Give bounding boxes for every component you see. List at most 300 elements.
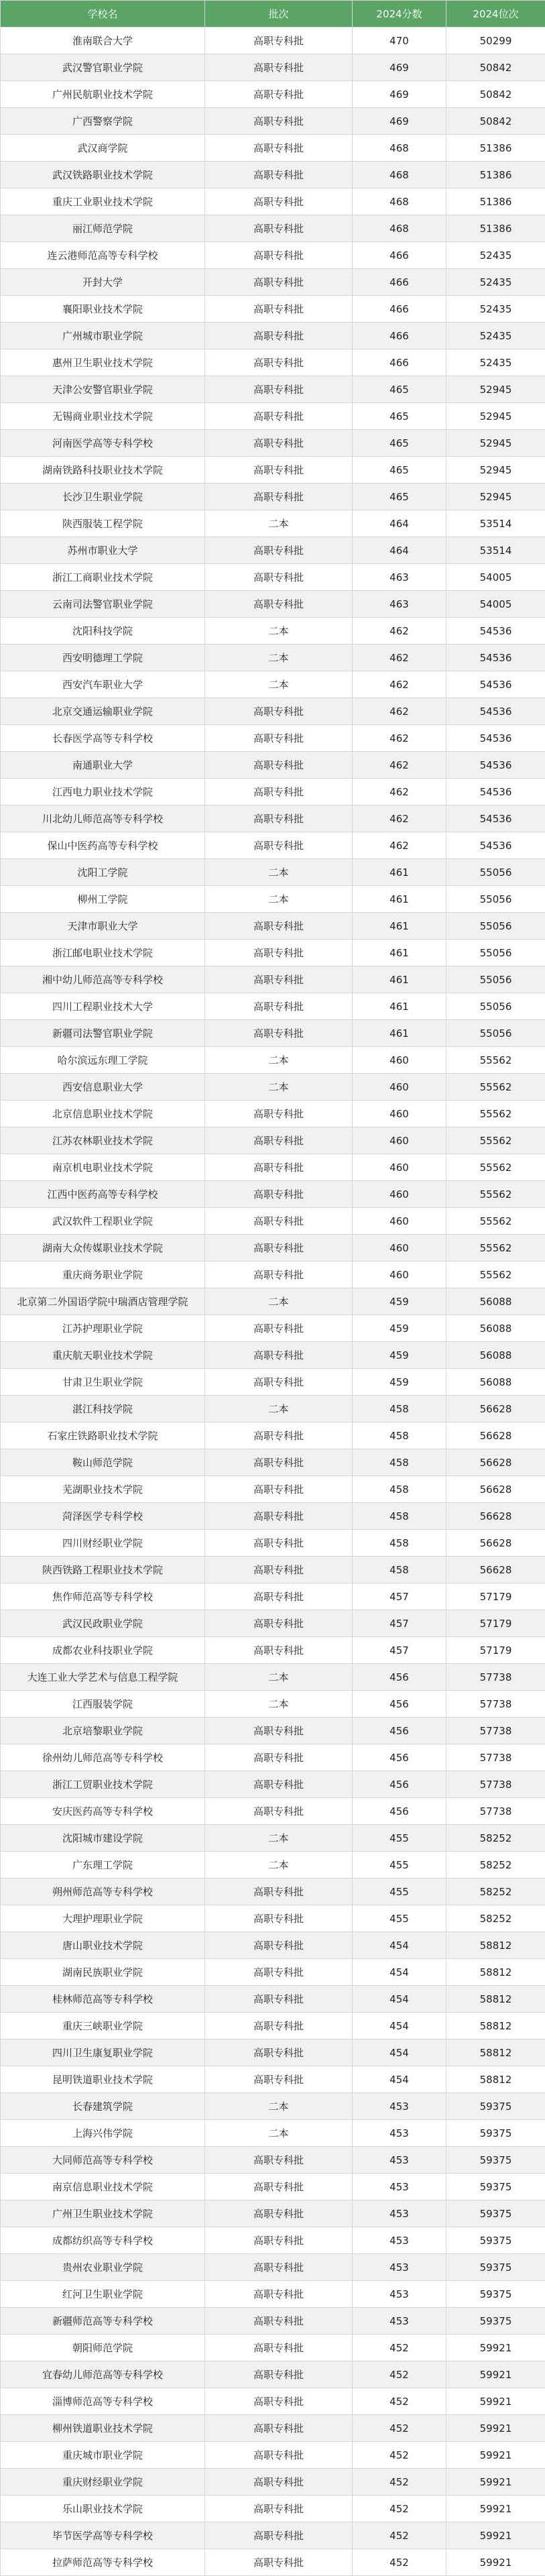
rank-cell: 59921 [446,2522,545,2549]
score-cell: 461 [353,966,446,993]
batch-cell: 高职专科批 [205,215,353,242]
score-cell: 452 [353,2442,446,2469]
table-row [1,2013,545,2039]
table-row [1,1235,545,1262]
table-row [1,2200,545,2227]
batch-cell: 高职专科批 [205,1235,353,1262]
batch-cell: 高职专科批 [205,2013,353,2039]
rank-cell: 54536 [446,671,545,698]
school-name-cell: 西安信息职业大学 [1,1074,205,1101]
rank-cell: 52435 [446,269,545,296]
batch-cell: 高职专科批 [205,376,353,403]
table-body [1,27,545,2576]
table-row [1,913,545,940]
table-row [1,645,545,671]
table-row [1,54,545,81]
school-name-cell: 云南司法警官职业学院 [1,591,205,618]
table-row [1,2147,545,2174]
batch-cell: 高职专科批 [205,323,353,349]
rank-cell: 58812 [446,1986,545,2013]
batch-cell: 高职专科批 [205,1744,353,1771]
batch-cell: 二本 [205,1825,353,1852]
rank-cell: 55056 [446,993,545,1020]
batch-cell: 高职专科批 [205,457,353,484]
table-row [1,1101,545,1127]
table-row [1,27,545,54]
batch-cell: 高职专科批 [205,1262,353,1288]
school-name-cell: 徐州幼儿师范高等专科学校 [1,1744,205,1771]
school-name-cell: 重庆城市职业学院 [1,2442,205,2469]
rank-cell: 59921 [446,2388,545,2415]
score-cell: 461 [353,913,446,940]
table-row [1,1503,545,1530]
batch-cell: 高职专科批 [205,966,353,993]
score-cell: 453 [353,2200,446,2227]
table-row [1,1691,545,1718]
rank-cell: 56628 [446,1422,545,1449]
batch-cell: 高职专科批 [205,2308,353,2335]
score-cell: 458 [353,1476,446,1503]
rank-cell: 59375 [446,2308,545,2335]
rank-cell: 58252 [446,1879,545,1905]
rank-cell: 53514 [446,510,545,537]
score-cell: 459 [353,1288,446,1315]
batch-cell: 高职专科批 [205,2496,353,2522]
rank-cell: 52435 [446,242,545,269]
table-row [1,591,545,618]
score-cell: 453 [353,2147,446,2174]
rank-cell: 59375 [446,2147,545,2174]
score-cell: 465 [353,430,446,457]
table-row [1,1610,545,1637]
batch-cell: 高职专科批 [205,1771,353,1798]
table-row [1,2388,545,2415]
score-cell: 462 [353,832,446,859]
batch-cell: 高职专科批 [205,1557,353,1583]
school-name-cell: 江西中医药高等专科学校 [1,1181,205,1208]
score-cell: 460 [353,1127,446,1154]
score-cell: 461 [353,859,446,886]
header-row [1,1,545,27]
school-name-cell: 成都农业科技职业学院 [1,1637,205,1664]
score-cell: 452 [353,2522,446,2549]
batch-cell: 高职专科批 [205,54,353,81]
table-row [1,376,545,403]
score-cell: 453 [353,2281,446,2308]
score-cell: 460 [353,1101,446,1127]
batch-cell: 高职专科批 [205,403,353,430]
score-cell: 468 [353,215,446,242]
table-row [1,2415,545,2442]
school-name-cell: 湖南民族职业学院 [1,1959,205,1986]
batch-cell: 二本 [205,886,353,913]
school-name-cell: 西安汽车职业大学 [1,671,205,698]
batch-cell: 高职专科批 [205,779,353,805]
rank-cell: 59921 [446,2469,545,2496]
school-name-cell: 淮南联合大学 [1,27,205,54]
batch-cell: 高职专科批 [205,1986,353,2013]
score-cell: 457 [353,1583,446,1610]
batch-cell: 高职专科批 [205,27,353,54]
batch-cell: 高职专科批 [205,162,353,188]
table-row [1,1530,545,1557]
header-rank-2024: 2024位次 [446,1,545,27]
batch-cell: 二本 [205,2120,353,2147]
batch-cell: 二本 [205,2093,353,2120]
score-cell: 458 [353,1503,446,1530]
rank-cell: 52435 [446,349,545,376]
rank-cell: 59921 [446,2335,545,2361]
score-cell: 454 [353,1986,446,2013]
table-row [1,618,545,645]
school-name-cell: 柳州工学院 [1,886,205,913]
school-name-cell: 上海兴伟学院 [1,2120,205,2147]
table-row [1,2174,545,2200]
score-cell: 460 [353,1262,446,1288]
rank-cell: 55562 [446,1127,545,1154]
rank-cell: 55562 [446,1262,545,1288]
school-name-cell: 重庆航天职业技术学院 [1,1342,205,1369]
score-cell: 462 [353,645,446,671]
rank-cell: 59375 [446,2200,545,2227]
table-row [1,1744,545,1771]
school-name-cell: 毕节医学高等专科学校 [1,2522,205,2549]
score-cell: 468 [353,162,446,188]
score-cell: 459 [353,1342,446,1369]
school-name-cell: 桂林师范高等专科学校 [1,1986,205,2013]
school-name-cell: 江苏农林职业技术学院 [1,1127,205,1154]
table-row [1,81,545,108]
rank-cell: 59921 [446,2442,545,2469]
rank-cell: 57738 [446,1798,545,1825]
school-name-cell: 浙江邮电职业技术学院 [1,940,205,966]
batch-cell: 二本 [205,671,353,698]
rank-cell: 56628 [446,1503,545,1530]
school-name-cell: 武汉软件工程职业学院 [1,1208,205,1235]
table-row [1,215,545,242]
school-name-cell: 哈尔滨远东理工学院 [1,1047,205,1074]
batch-cell: 高职专科批 [205,135,353,162]
rank-cell: 56628 [446,1530,545,1557]
rank-cell: 54536 [446,618,545,645]
table-row [1,2039,545,2066]
rank-cell: 55056 [446,886,545,913]
rank-cell: 50842 [446,108,545,135]
rank-cell: 55562 [446,1208,545,1235]
batch-cell: 高职专科批 [205,2281,353,2308]
table-row [1,698,545,725]
batch-cell: 高职专科批 [205,484,353,510]
table-row [1,940,545,966]
rank-cell: 54536 [446,752,545,779]
batch-cell: 高职专科批 [205,698,353,725]
batch-cell: 高职专科批 [205,2415,353,2442]
batch-cell: 高职专科批 [205,537,353,564]
table-row [1,188,545,215]
table-row [1,1154,545,1181]
table-row [1,2549,545,2576]
school-name-cell: 拉萨师范高等专科学校 [1,2549,205,2576]
batch-cell: 高职专科批 [205,805,353,832]
school-name-cell: 湖南铁路科技职业技术学院 [1,457,205,484]
batch-cell: 二本 [205,1288,353,1315]
school-name-cell: 保山中医药高等专科学校 [1,832,205,859]
school-name-cell: 石家庄铁路职业技术学院 [1,1422,205,1449]
rank-cell: 54005 [446,591,545,618]
school-name-cell: 武汉商学院 [1,135,205,162]
rank-cell: 55562 [446,1154,545,1181]
score-cell: 456 [353,1771,446,1798]
rank-cell: 59921 [446,2496,545,2522]
batch-cell: 高职专科批 [205,1583,353,1610]
school-name-cell: 贵州农业职业学院 [1,2254,205,2281]
table-row [1,1127,545,1154]
batch-cell: 高职专科批 [205,1449,353,1476]
rank-cell: 56088 [446,1369,545,1396]
table-row [1,2442,545,2469]
batch-cell: 高职专科批 [205,2388,353,2415]
table-row [1,1905,545,1932]
batch-cell: 高职专科批 [205,188,353,215]
school-name-cell: 陕西铁路工程职业技术学院 [1,1557,205,1583]
score-cell: 453 [353,2174,446,2200]
score-cell: 452 [353,2469,446,2496]
school-name-cell: 江西电力职业技术学院 [1,779,205,805]
table-row [1,2120,545,2147]
table-row [1,1262,545,1288]
school-name-cell: 成都纺织高等专科学校 [1,2227,205,2254]
table-row [1,564,545,591]
table-row [1,323,545,349]
score-cell: 457 [353,1610,446,1637]
rank-cell: 57179 [446,1583,545,1610]
school-name-cell: 朝阳师范学院 [1,2335,205,2361]
score-cell: 461 [353,886,446,913]
rank-cell: 52945 [446,403,545,430]
table-row [1,779,545,805]
table-row [1,1932,545,1959]
score-cell: 452 [353,2496,446,2522]
score-cell: 456 [353,1744,446,1771]
batch-cell: 二本 [205,1047,353,1074]
table-row [1,1959,545,1986]
school-name-cell: 江西服装学院 [1,1691,205,1718]
school-name-cell: 天津市职业大学 [1,913,205,940]
table-row [1,2496,545,2522]
rank-cell: 52945 [446,376,545,403]
table-row [1,2335,545,2361]
school-name-cell: 安庆医药高等专科学校 [1,1798,205,1825]
batch-cell: 高职专科批 [205,1101,353,1127]
score-cell: 460 [353,1235,446,1262]
score-cell: 455 [353,1905,446,1932]
score-cell: 454 [353,2013,446,2039]
table-row [1,966,545,993]
score-cell: 460 [353,1154,446,1181]
table-row [1,671,545,698]
rank-cell: 59921 [446,2549,545,2576]
school-name-cell: 湘中幼儿师范高等专科学校 [1,966,205,993]
school-name-cell: 北京交通运输职业学院 [1,698,205,725]
table-row [1,1583,545,1610]
table-row [1,2227,545,2254]
batch-cell: 高职专科批 [205,2549,353,2576]
score-cell: 460 [353,1208,446,1235]
table-row [1,2066,545,2093]
table-row [1,832,545,859]
rank-cell: 56088 [446,1342,545,1369]
score-cell: 454 [353,2039,446,2066]
table-row [1,1718,545,1744]
rank-cell: 51386 [446,162,545,188]
rank-cell: 57179 [446,1637,545,1664]
header-school-name: 学校名 [1,1,205,27]
rank-cell: 56628 [446,1476,545,1503]
batch-cell: 二本 [205,1396,353,1422]
batch-cell: 高职专科批 [205,1637,353,1664]
school-name-cell: 苏州市职业大学 [1,537,205,564]
table-row [1,1476,545,1503]
school-name-cell: 连云港师范高等专科学校 [1,242,205,269]
rank-cell: 59375 [446,2093,545,2120]
batch-cell: 高职专科批 [205,1369,353,1396]
school-name-cell: 浙江工商职业技术学院 [1,564,205,591]
school-name-cell: 武汉警官职业学院 [1,54,205,81]
school-name-cell: 芜湖职业技术学院 [1,1476,205,1503]
batch-cell: 高职专科批 [205,832,353,859]
score-cell: 456 [353,1798,446,1825]
score-cell: 454 [353,1959,446,1986]
batch-cell: 高职专科批 [205,242,353,269]
score-cell: 452 [353,2361,446,2388]
school-name-cell: 西安明德理工学院 [1,645,205,671]
school-name-cell: 湖南大众传媒职业技术学院 [1,1235,205,1262]
table-row [1,1557,545,1583]
table-row [1,403,545,430]
table-row [1,269,545,296]
rank-cell: 59921 [446,2361,545,2388]
score-cell: 462 [353,671,446,698]
table-row [1,2093,545,2120]
score-cell: 453 [353,2227,446,2254]
school-name-cell: 南京机电职业技术学院 [1,1154,205,1181]
school-name-cell: 大同师范高等专科学校 [1,2147,205,2174]
rank-cell: 57179 [446,1610,545,1637]
table-row [1,1074,545,1101]
rank-cell: 51386 [446,135,545,162]
batch-cell: 二本 [205,645,353,671]
rank-cell: 58812 [446,2013,545,2039]
school-name-cell: 大理护理职业学院 [1,1905,205,1932]
rank-cell: 54536 [446,805,545,832]
batch-cell: 高职专科批 [205,2469,353,2496]
school-name-cell: 广西警察学院 [1,108,205,135]
school-name-cell: 红河卫生职业学院 [1,2281,205,2308]
score-cell: 457 [353,1637,446,1664]
table-row [1,1208,545,1235]
school-name-cell: 长沙卫生职业学院 [1,484,205,510]
table-row [1,2522,545,2549]
rank-cell: 55562 [446,1101,545,1127]
school-name-cell: 南通职业大学 [1,752,205,779]
rank-cell: 59375 [446,2281,545,2308]
rank-cell: 58812 [446,1959,545,1986]
batch-cell: 高职专科批 [205,2174,353,2200]
rank-cell: 58252 [446,1825,545,1852]
batch-cell: 高职专科批 [205,81,353,108]
rank-cell: 50299 [446,27,545,54]
batch-cell: 高职专科批 [205,1530,353,1557]
table-row [1,1047,545,1074]
batch-cell: 高职专科批 [205,1342,353,1369]
school-name-cell: 柳州铁道职业技术学院 [1,2415,205,2442]
school-name-cell: 江苏护理职业学院 [1,1315,205,1342]
table-row [1,993,545,1020]
batch-cell: 高职专科批 [205,108,353,135]
score-cell: 468 [353,188,446,215]
batch-cell: 高职专科批 [205,564,353,591]
batch-cell: 高职专科批 [205,913,353,940]
batch-cell: 高职专科批 [205,591,353,618]
rank-cell: 58812 [446,2039,545,2066]
score-cell: 458 [353,1396,446,1422]
batch-cell: 二本 [205,510,353,537]
school-name-cell: 焦作师范高等专科学校 [1,1583,205,1610]
score-cell: 466 [353,242,446,269]
table-row [1,1315,545,1342]
batch-cell: 二本 [205,618,353,645]
score-cell: 469 [353,81,446,108]
batch-cell: 二本 [205,1074,353,1101]
batch-cell: 高职专科批 [205,1959,353,1986]
batch-cell: 高职专科批 [205,2254,353,2281]
table-row [1,2469,545,2496]
rank-cell: 55056 [446,940,545,966]
school-name-cell: 南京信息职业技术学院 [1,2174,205,2200]
batch-cell: 高职专科批 [205,1154,353,1181]
score-cell: 462 [353,725,446,752]
table-row [1,1181,545,1208]
score-cell: 461 [353,1020,446,1047]
school-name-cell: 川北幼儿师范高等专科学校 [1,805,205,832]
score-cell: 458 [353,1449,446,1476]
score-cell: 460 [353,1074,446,1101]
batch-cell: 高职专科批 [205,1181,353,1208]
table-row [1,1369,545,1396]
batch-cell: 高职专科批 [205,2066,353,2093]
table-row [1,484,545,510]
rank-cell: 52435 [446,296,545,323]
school-name-cell: 河南医学高等专科学校 [1,430,205,457]
batch-cell: 高职专科批 [205,2442,353,2469]
score-cell: 466 [353,349,446,376]
batch-cell: 高职专科批 [205,430,353,457]
score-cell: 452 [353,2335,446,2361]
score-cell: 465 [353,457,446,484]
school-name-cell: 昆明铁道职业技术学院 [1,2066,205,2093]
score-cell: 458 [353,1530,446,1557]
score-cell: 454 [353,1932,446,1959]
score-cell: 466 [353,323,446,349]
table-row [1,242,545,269]
school-name-cell: 甘肃卫生职业学院 [1,1369,205,1396]
score-cell: 456 [353,1691,446,1718]
rank-cell: 55562 [446,1074,545,1101]
table-row [1,1825,545,1852]
table-row [1,1342,545,1369]
rank-cell: 59375 [446,2120,545,2147]
score-cell: 452 [353,2388,446,2415]
